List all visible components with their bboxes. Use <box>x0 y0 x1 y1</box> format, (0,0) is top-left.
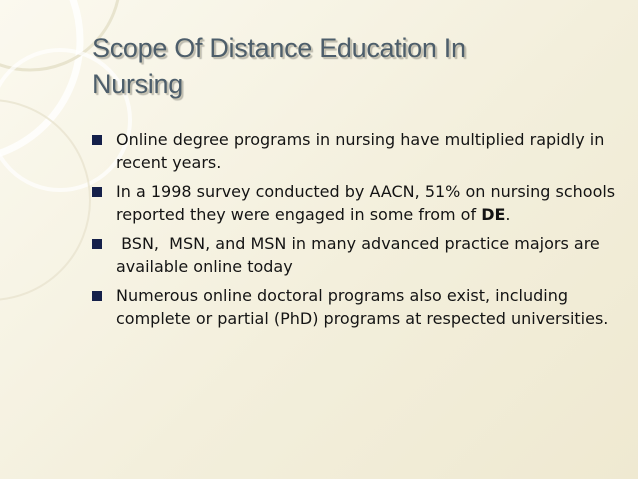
slide-title <box>92 30 622 102</box>
bullet-text: In a 1998 survey conducted by AACN, 51% on nursing schools reported they were engaged in some from of <box>116 182 616 224</box>
bullet-item <box>92 180 622 226</box>
bullet-item <box>92 232 622 278</box>
slide-title-line-2: Nursing <box>92 69 183 99</box>
bullet-text: BSN, MSN, and MSN in many advanced practice majors are available online today <box>116 234 605 276</box>
bullet-text: Numerous online doctoral programs also exist, including complete or partial (PhD) programs at respected universities. <box>116 286 609 328</box>
bullet-bold-text: DE <box>481 205 506 224</box>
square-bullet-icon <box>92 239 102 249</box>
bullet-item <box>92 128 622 174</box>
slide-title-line-1: Scope Of Distance Education In <box>92 33 466 63</box>
bullet-text: Online degree programs in nursing have multiplied rapidly in recent years. <box>116 130 605 172</box>
square-bullet-icon <box>92 291 102 301</box>
bullet-list <box>92 128 622 336</box>
square-bullet-icon <box>92 135 102 145</box>
bullet-suffix: . <box>505 205 511 224</box>
bullet-item <box>92 284 622 330</box>
square-bullet-icon <box>92 187 102 197</box>
